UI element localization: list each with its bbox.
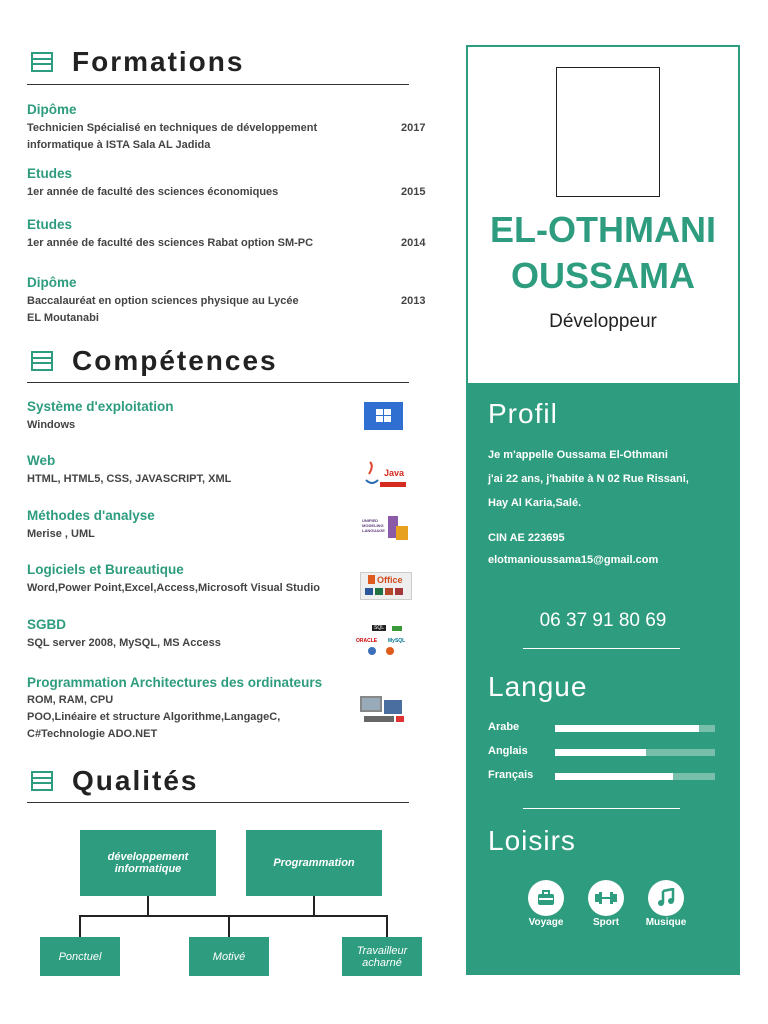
qualites-section-icon (31, 771, 53, 791)
java-logo-icon: Java (360, 460, 408, 490)
org-connector (147, 896, 149, 916)
skill-heading: Logiciels et Bureautique (27, 562, 184, 577)
cin-number: CIN AE 223695 (488, 532, 565, 544)
music-note-icon (648, 880, 684, 916)
database-logos-icon: SQL ORACLE MySQL (352, 624, 414, 658)
qualites-title: Qualités (72, 765, 199, 796)
office-logo-icon: Office (360, 572, 412, 600)
competences-divider (27, 382, 409, 383)
profil-line: Je m'appelle Oussama El-Othmani (488, 449, 668, 461)
quality-top-box: développement informatique (80, 830, 216, 896)
job-title: Développeur (549, 311, 657, 332)
formation-year: 2013 (401, 295, 426, 307)
last-name: EL-OTHMANI (490, 209, 716, 250)
formation-text: 1er année de faculté des sciences économiques (27, 186, 279, 198)
uml-logo-icon: UNIFIED MODELING LANGUAGE (362, 512, 410, 544)
formations-divider (27, 84, 409, 85)
language-level-fill (555, 725, 699, 732)
skill-text: HTML, HTML5, CSS, JAVASCRIPT, XML (27, 473, 232, 485)
competences-title: Compétences (72, 345, 278, 376)
skill-heading: SGBD (27, 617, 67, 632)
skill-text: SQL server 2008, MySQL, MS Access (27, 637, 221, 649)
language-level-bar (555, 773, 715, 780)
phone-number[interactable]: 06 37 91 80 69 (539, 610, 667, 631)
formation-year: 2017 (401, 122, 426, 134)
language-level-bar (555, 749, 715, 756)
profil-line: j'ai 22 ans, j'habite à N 02 Rue Rissani, (488, 473, 689, 485)
profil-line: Hay Al Karia,Salé. (488, 497, 582, 509)
language-level-fill (555, 749, 646, 756)
formations-title: Formations (72, 46, 245, 77)
formation-heading: Etudes (27, 217, 73, 232)
profil-title: Profil (488, 398, 558, 429)
hobby-label: Musique (645, 917, 687, 928)
org-connector (79, 915, 388, 917)
photo-placeholder (556, 67, 660, 197)
formation-year: 2014 (401, 237, 426, 249)
competences-section-icon (31, 351, 53, 371)
profile-panel (466, 383, 740, 975)
profile-header-box (466, 45, 740, 385)
suitcase-icon (528, 880, 564, 916)
skill-heading: Méthodes d'analyse (27, 508, 155, 523)
org-connector (313, 896, 315, 916)
hobby-label: Voyage (528, 917, 564, 928)
language-level-bar (555, 725, 715, 732)
quality-box: Motivé (189, 937, 269, 976)
formation-heading: Dipôme (27, 102, 77, 117)
qualites-divider (27, 802, 409, 803)
language-level-fill (555, 773, 673, 780)
langue-separator (523, 808, 680, 809)
formation-text: Technicien Spécialisé en techniques de développement informatique à ISTA Sala AL Jadida (27, 122, 318, 151)
language-name: Arabe (488, 721, 520, 733)
skill-text: ROM, RAM, CPU POO,Linéaire et structure Algorithme,LangageC, C#Technologie ADO.NET (27, 694, 281, 740)
quality-top-box: Programmation (246, 830, 382, 896)
computer-hardware-icon (356, 692, 408, 728)
language-name: Français (488, 769, 534, 781)
skill-text: Word,Power Point,Excel,Access,Microsoft Visual Studio (27, 582, 320, 594)
formation-text: Baccalauréat en option sciences physique au Lycée EL Moutanabi (27, 295, 299, 324)
language-name: Anglais (488, 745, 528, 757)
loisirs-title: Loisirs (488, 825, 576, 856)
formation-heading: Dipôme (27, 275, 77, 290)
skill-text: Merise , UML (27, 528, 95, 540)
phone-separator (523, 648, 680, 649)
org-connector (228, 915, 230, 937)
quality-box: Ponctuel (40, 937, 120, 976)
formation-text: 1er année de faculté des sciences Rabat option SM-PC (27, 237, 314, 249)
skill-text: Windows (27, 419, 76, 431)
formation-year: 2015 (401, 186, 426, 198)
skill-heading: Web (27, 453, 56, 468)
org-connector (386, 915, 388, 937)
skill-heading: Système d'exploitation (27, 399, 174, 414)
email-address[interactable]: elotmanioussama15@gmail.com (488, 554, 659, 566)
quality-box: Travailleur acharné (342, 937, 422, 976)
formations-section-icon (31, 52, 53, 72)
windows-logo-icon (364, 402, 403, 430)
formation-heading: Etudes (27, 166, 73, 181)
dumbbell-icon (588, 880, 624, 916)
langue-title: Langue (488, 671, 588, 702)
hobby-label: Sport (592, 917, 620, 928)
org-connector (79, 915, 81, 937)
first-name: OUSSAMA (510, 255, 695, 296)
skill-heading: Programmation Architectures des ordinateurs (27, 675, 323, 690)
